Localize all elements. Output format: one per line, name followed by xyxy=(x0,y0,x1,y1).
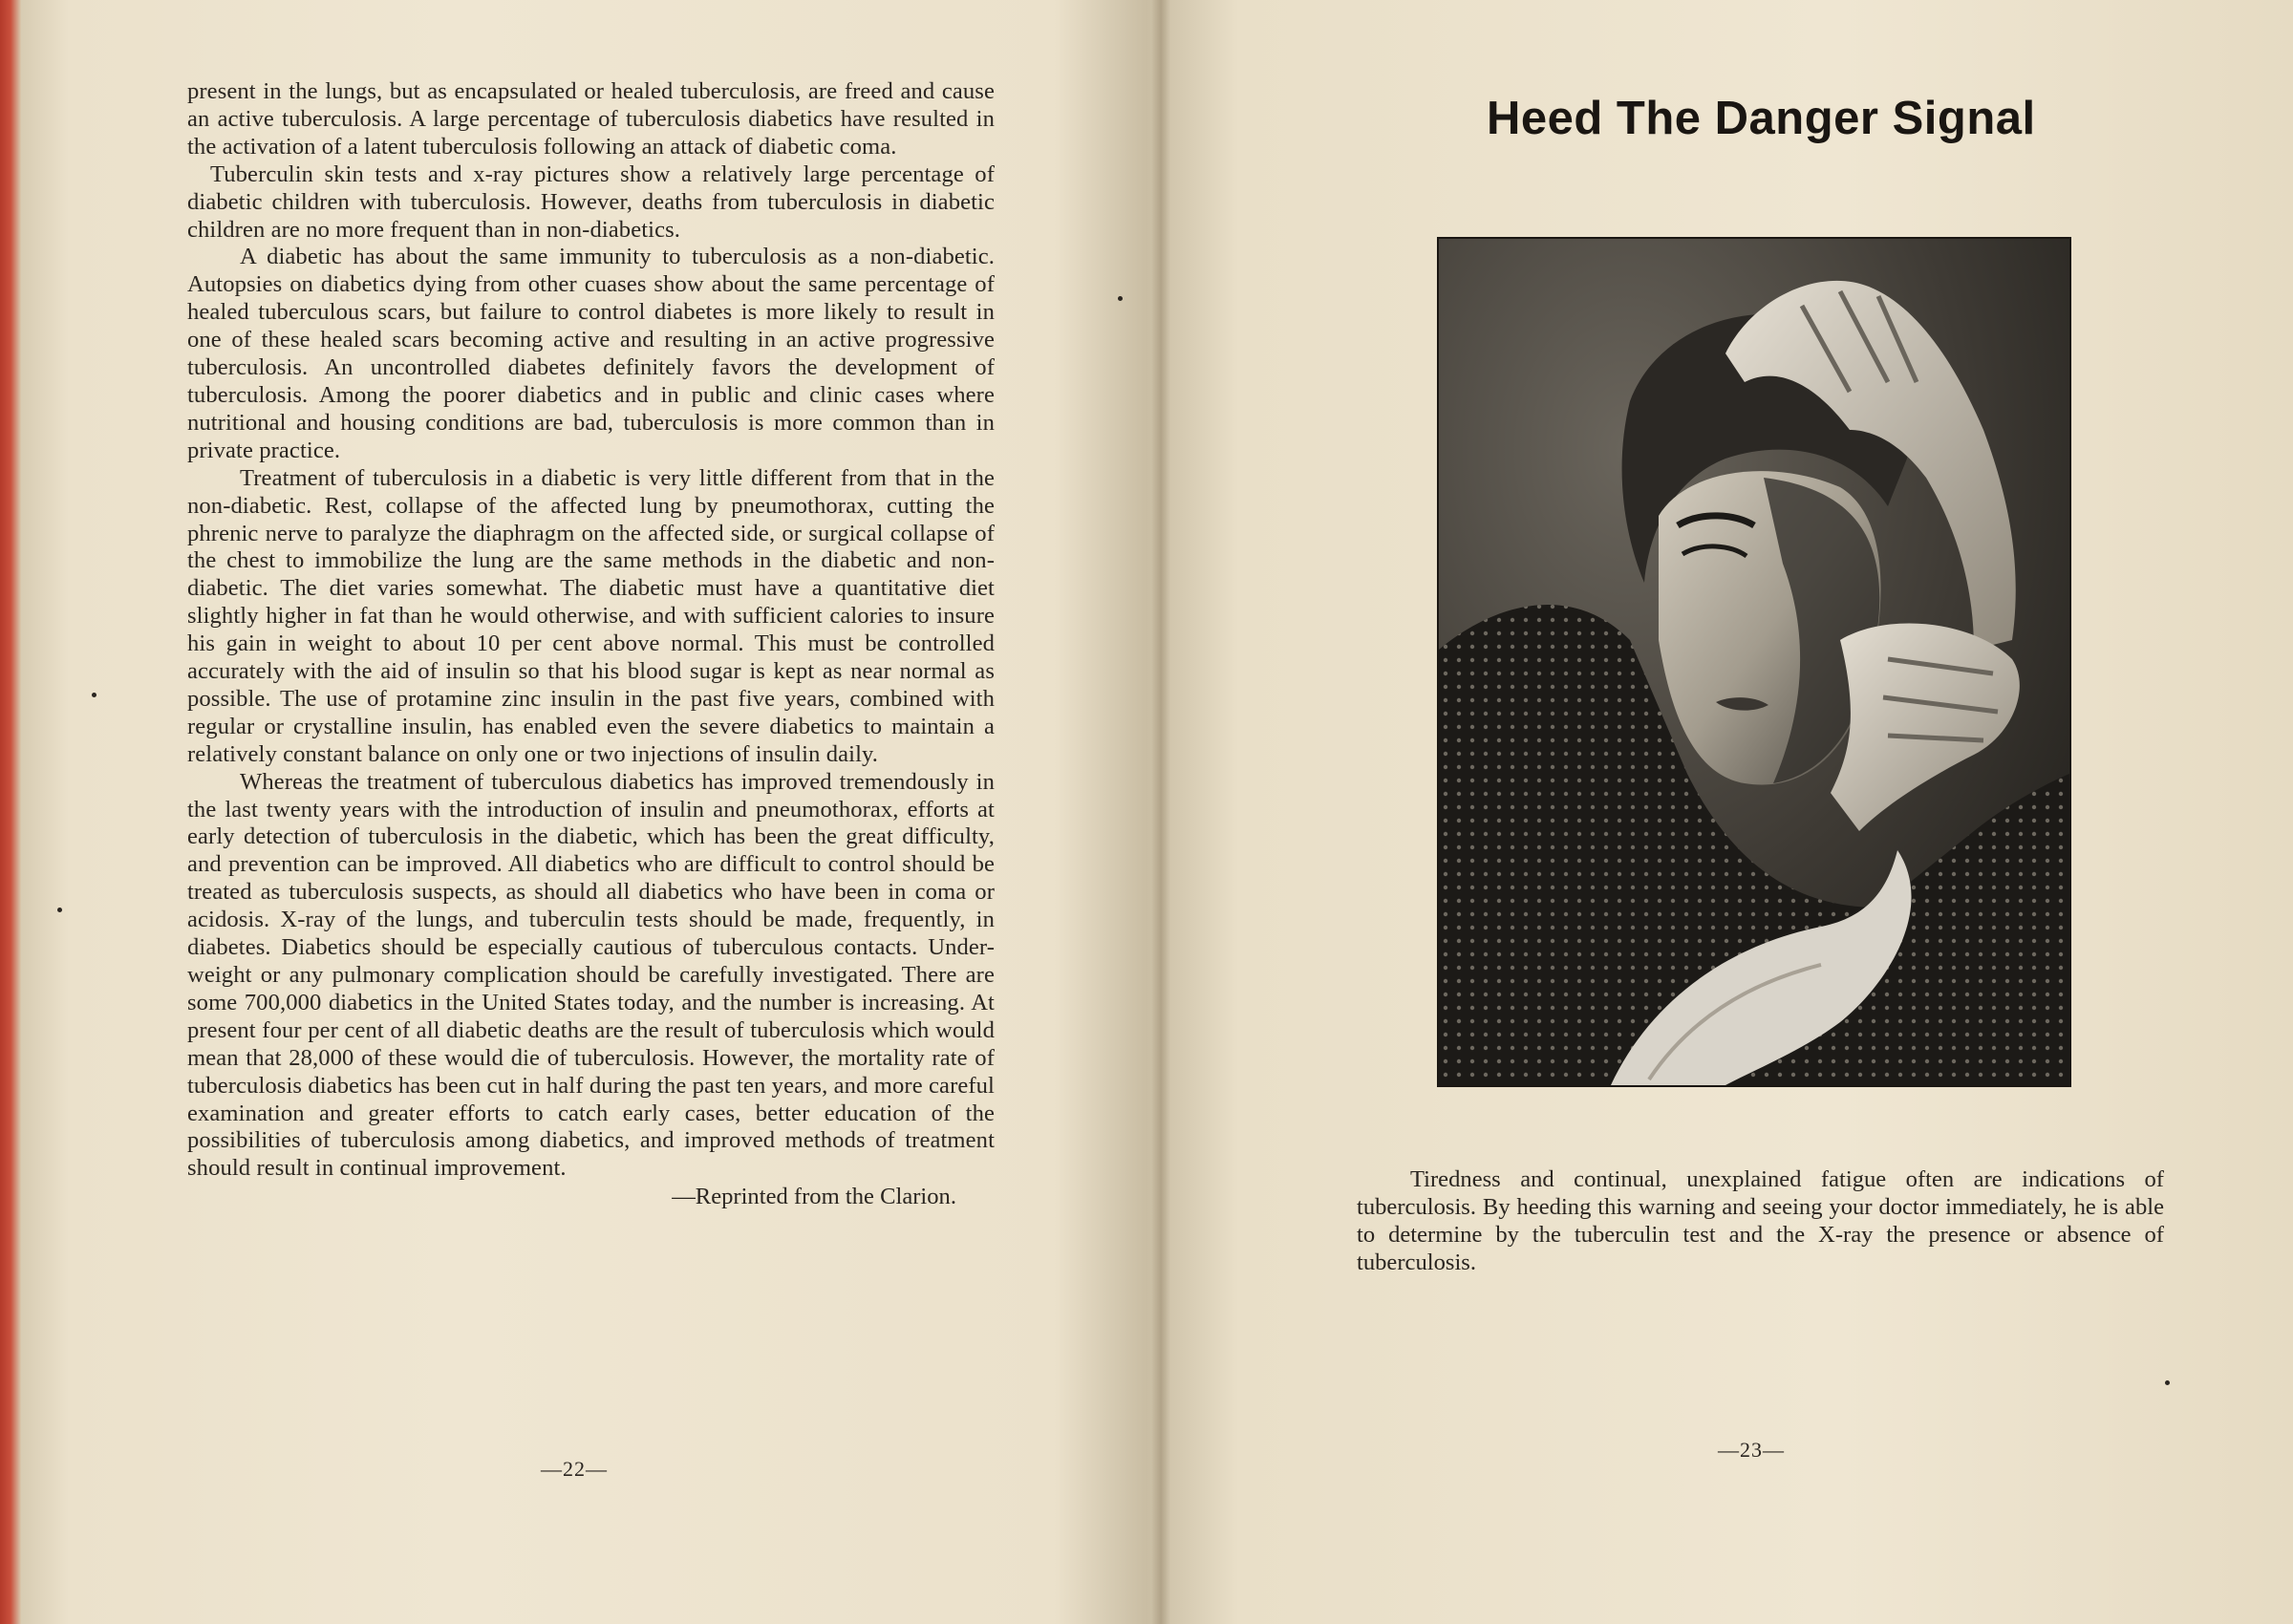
paragraph-3: A diabetic has about the same immunity to tuberculosis as a non-diabetic. Autopsies on diabetics dying from other cuases show about the same percentage of healed tuberculous scars, but failure to control diabetes is more likely to result in one of these healed scars becoming active and resulting in an active progressive tuberculosis. An uncontrolled diabetes definitely favors the development of tuberculosis. Among the poorer diabetics and in public and clinic cases where nutritional and housing conditions are bad, tuberculosis is more common than in private practice. xyxy=(187,244,995,463)
paragraph-5: Whereas the treatment of tuberculous diabetics has improved tremendously in the last twenty years with the introduction of insulin and pneumothorax, efforts at early detection of tuberculosis in the diabetic, which has been the great difficulty, and prevention can be improved. All diabetics who are difficult to control should be treated as tuberculosis suspects, as should all diabetics who have been in coma or acidosis. X-ray of the lungs, and tuberculin tests should be made, frequently, in diabetes. Diabetics should be especially cautious of tuberculous contacts. Under-weight or any pulmonary complication should be carefully investigated. There are some 700,000 diabetics in the United States today, and the number is increasing. At present four per cent of all diabetic deaths are the result of tuberculosis which would mean that 28,000 of these would die of tuberculosis. However, the mortality rate of tuberculosis diabetics has been cut in half during the past ten years, and more careful examination and greater efforts to catch early cases, better education of the possibilities of tuberculosis among diabetics, and improved methods of treatment should result in continual improvement. xyxy=(187,768,995,1182)
paragraph-1: present in the lungs, but as encapsulated or healed tuberculosis, are freed and cause an active tuberculosis. A large percentage of tuberculosis diabetics have resulted in the activation of a latent tuberculosis following an attack of diabetic coma. xyxy=(187,78,995,160)
book-gutter xyxy=(1151,0,1170,1624)
reprint-credit: —Reprinted from the Clarion. xyxy=(672,1184,956,1210)
paragraph-2: Tuberculin skin tests and x-ray pictures show a relatively large percentage of diabetic children with tuberculosis. However, deaths from tuberculosis in diabetic children are no more frequent than in non-diabetics. xyxy=(187,160,995,243)
photo-illustration xyxy=(1439,239,2069,1085)
page-speck xyxy=(1118,296,1123,301)
photo-caption xyxy=(1357,1165,2164,1276)
page-speck xyxy=(92,693,96,697)
woman-holding-head-photo xyxy=(1437,237,2071,1087)
right-page xyxy=(1347,0,2169,1624)
page-speck xyxy=(57,908,62,912)
caption-text: Tiredness and continual, unexplained fatigue often are indications of tuberculosis. By heeding this warning and seeing your doctor immediately, he is able to determine by the tuberculin test and the X-ray the presence or absence of tuberculosis. xyxy=(1357,1166,2164,1275)
left-page xyxy=(187,78,995,1210)
page-number-left: —22— xyxy=(541,1457,608,1481)
paragraph-4: Treatment of tuberculosis in a diabetic is very little different from that in the non-diabetic. Rest, collapse of the affected lung by pneumothorax, cutting the phrenic nerve to paralyze the diaphragm on the affected side, or surgical collapse of the chest to immobilize the lung are the same methods in the diabetic and non-diabetic. The diet varies somewhat. The diabetic must have a quantitative diet slightly higher in fat than he would otherwise, and with sufficient calories to insure his gain in weight to about 10 per cent above normal. This must be controlled accurately with the aid of insulin so that his blood sugar is kept as near normal as possible. The use of protamine zinc insulin in the past five years, combined with regular or crystalline insulin, has enabled even the severe diabetics to maintain a relatively constant balance on only one or two injections of insulin daily. xyxy=(187,464,995,767)
page-speck xyxy=(2165,1380,2170,1385)
page-headline: Heed The Danger Signal xyxy=(1487,93,2036,144)
article-body xyxy=(187,78,995,1183)
book-cover-edge xyxy=(0,0,21,1624)
page-number-right: —23— xyxy=(1718,1438,1785,1462)
